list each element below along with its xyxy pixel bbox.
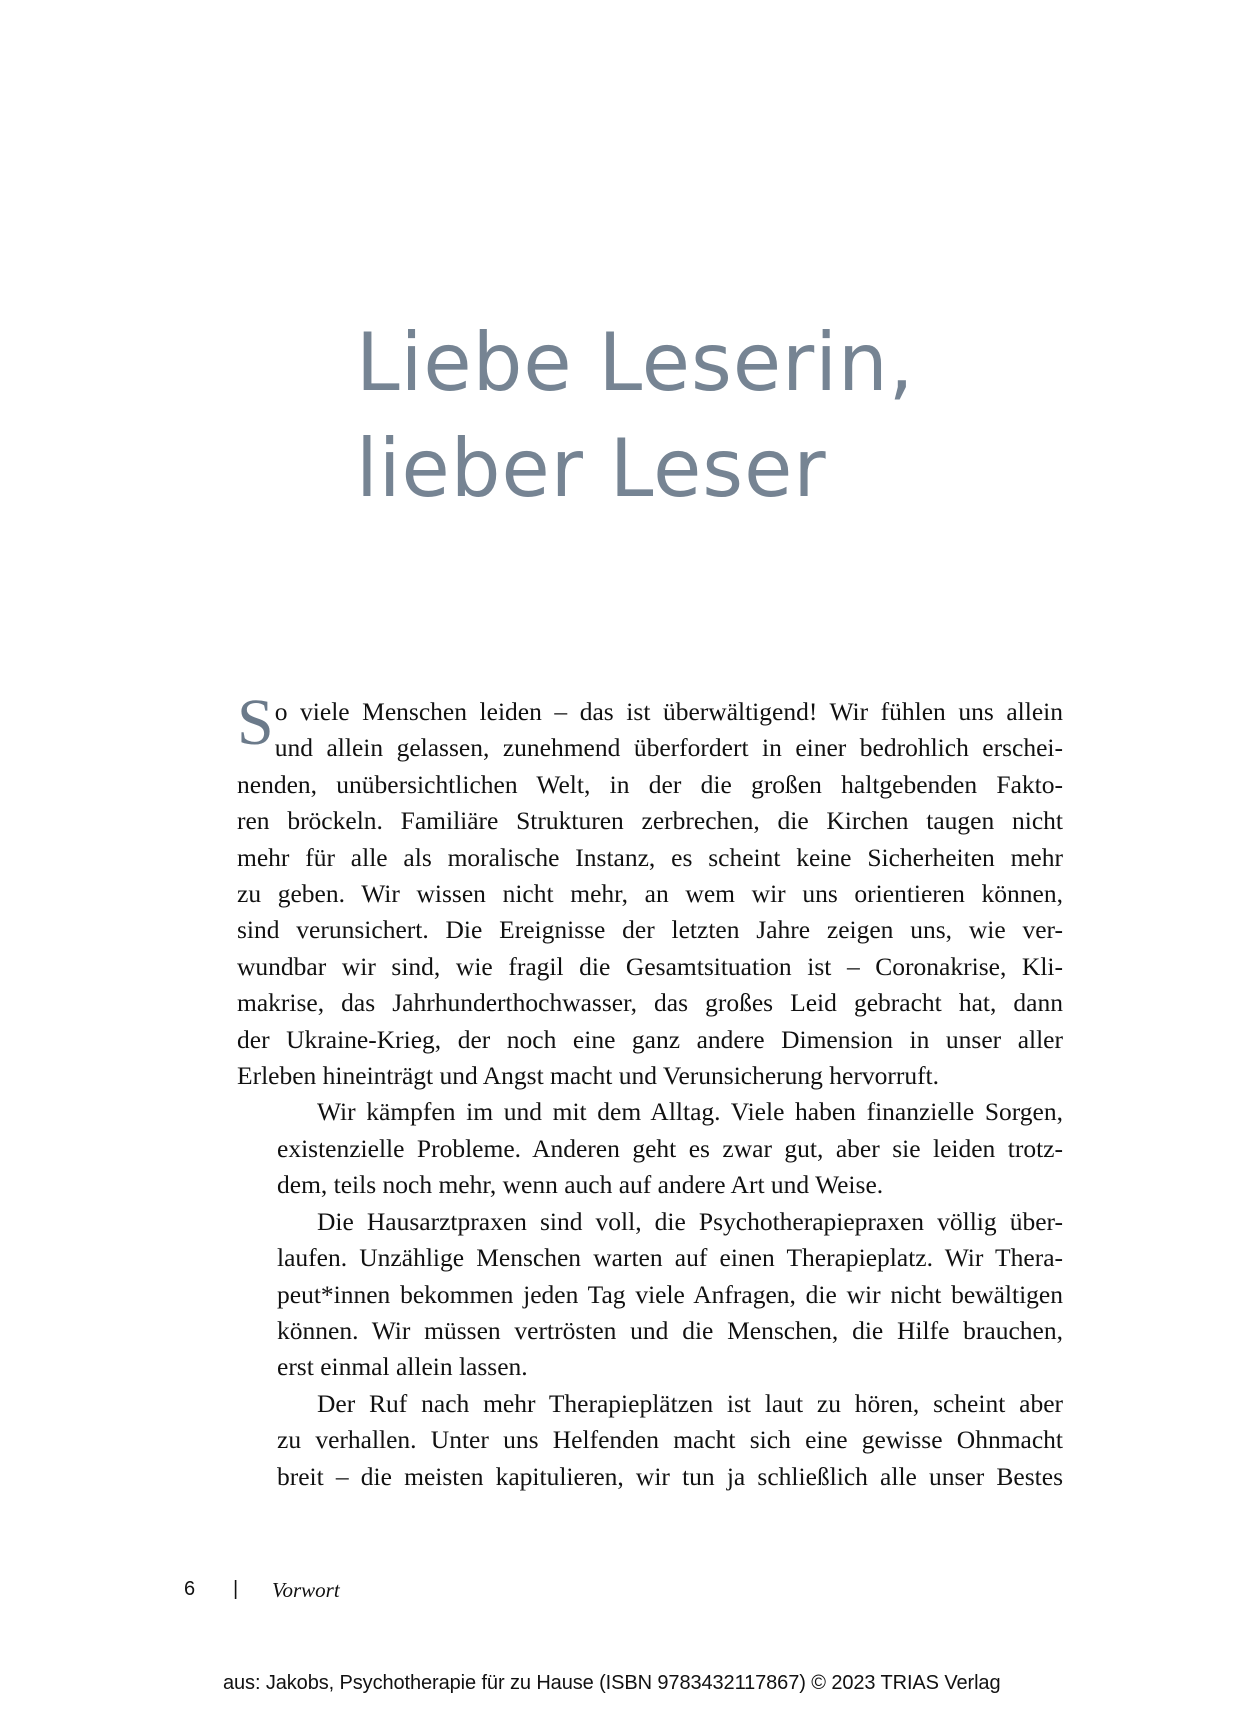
text-line: und allein gelassen, zunehmend überfordert in einer bedrohlich erschei- bbox=[274, 733, 1063, 763]
text-line: ren bröckeln. Familiäre Strukturen zerbrechen, die Kirchen taugen nicht bbox=[237, 806, 1063, 836]
text-line: Erleben hineinträgt und Angst macht und Verunsicherung hervorruft. bbox=[237, 1061, 940, 1091]
body-text bbox=[237, 686, 1063, 1495]
page-number: 6 bbox=[184, 1578, 196, 1600]
text-line: Wir kämpfen im und mit dem Alltag. Viele haben finanzielle Sorgen, bbox=[317, 1097, 1063, 1127]
text-line: zu geben. Wir wissen nicht mehr, an wem wir uns orientieren können, bbox=[237, 879, 1063, 909]
text-line: dem, teils noch mehr, wenn auch auf andere Art und Weise. bbox=[277, 1170, 884, 1200]
text-line: laufen. Unzählige Menschen warten auf einen Therapieplatz. Wir Thera- bbox=[277, 1243, 1063, 1273]
text-line: makrise, das Jahrhunderthochwasser, das großes Leid gebracht hat, dann bbox=[237, 988, 1063, 1018]
title-line-1: Liebe Leserin, bbox=[356, 316, 915, 409]
text-line: Die Hausarztpraxen sind voll, die Psychotherapiepraxen völlig über- bbox=[317, 1206, 1063, 1236]
text-line: o viele Menschen leiden – das ist überwältigend! Wir fühlen uns allein bbox=[274, 697, 1063, 726]
paragraph-4 bbox=[237, 1386, 1063, 1495]
title-line-2: lieber Leser bbox=[356, 422, 827, 515]
copyright-credit: aus: Jakobs, Psychotherapie für zu Hause (ISBN 9783432117867) © 2023 TRIAS Verlag bbox=[223, 1672, 1001, 1694]
text-line: Der Ruf nach mehr Therapieplätzen ist laut zu hören, scheint aber bbox=[317, 1388, 1063, 1418]
text-line: der Ukraine-Krieg, der noch eine ganz andere Dimension in unser aller bbox=[237, 1024, 1063, 1054]
text-line: existenzielle Probleme. Anderen geht es zwar gut, aber sie leiden trotz- bbox=[277, 1133, 1063, 1163]
section-name: Vorwort bbox=[272, 1578, 340, 1602]
text-line: breit – die meisten kapitulieren, wir tun ja schließlich alle unser Bestes bbox=[277, 1461, 1063, 1491]
text-line: können. Wir müssen vertrösten und die Menschen, die Hilfe brauchen, bbox=[277, 1315, 1063, 1345]
drop-cap: S bbox=[237, 686, 274, 759]
text-line: wundbar wir sind, wie fragil die Gesamtsituation ist – Coronakrise, Kli- bbox=[237, 951, 1063, 981]
text-line: peut*innen bekommen jeden Tag viele Anfragen, die wir nicht bewältigen bbox=[277, 1279, 1063, 1309]
paragraph-3 bbox=[237, 1204, 1063, 1386]
paragraph-2 bbox=[237, 1094, 1063, 1203]
paragraph-1 bbox=[237, 686, 1063, 1094]
text-line: nenden, unübersichtlichen Welt, in der die großen haltgebenden Fakto- bbox=[237, 769, 1063, 799]
folio-separator: | bbox=[233, 1578, 239, 1600]
chapter-title bbox=[356, 310, 926, 522]
text-line: mehr für alle als moralische Instanz, es scheint keine Sicherheiten mehr bbox=[237, 842, 1063, 872]
text-line: zu verhallen. Unter uns Helfenden macht sich eine gewisse Ohnmacht bbox=[277, 1425, 1063, 1455]
text-line: erst einmal allein lassen. bbox=[277, 1352, 528, 1382]
text-line: sind verunsichert. Die Ereignisse der letzten Jahre zeigen uns, wie ver- bbox=[237, 915, 1063, 945]
